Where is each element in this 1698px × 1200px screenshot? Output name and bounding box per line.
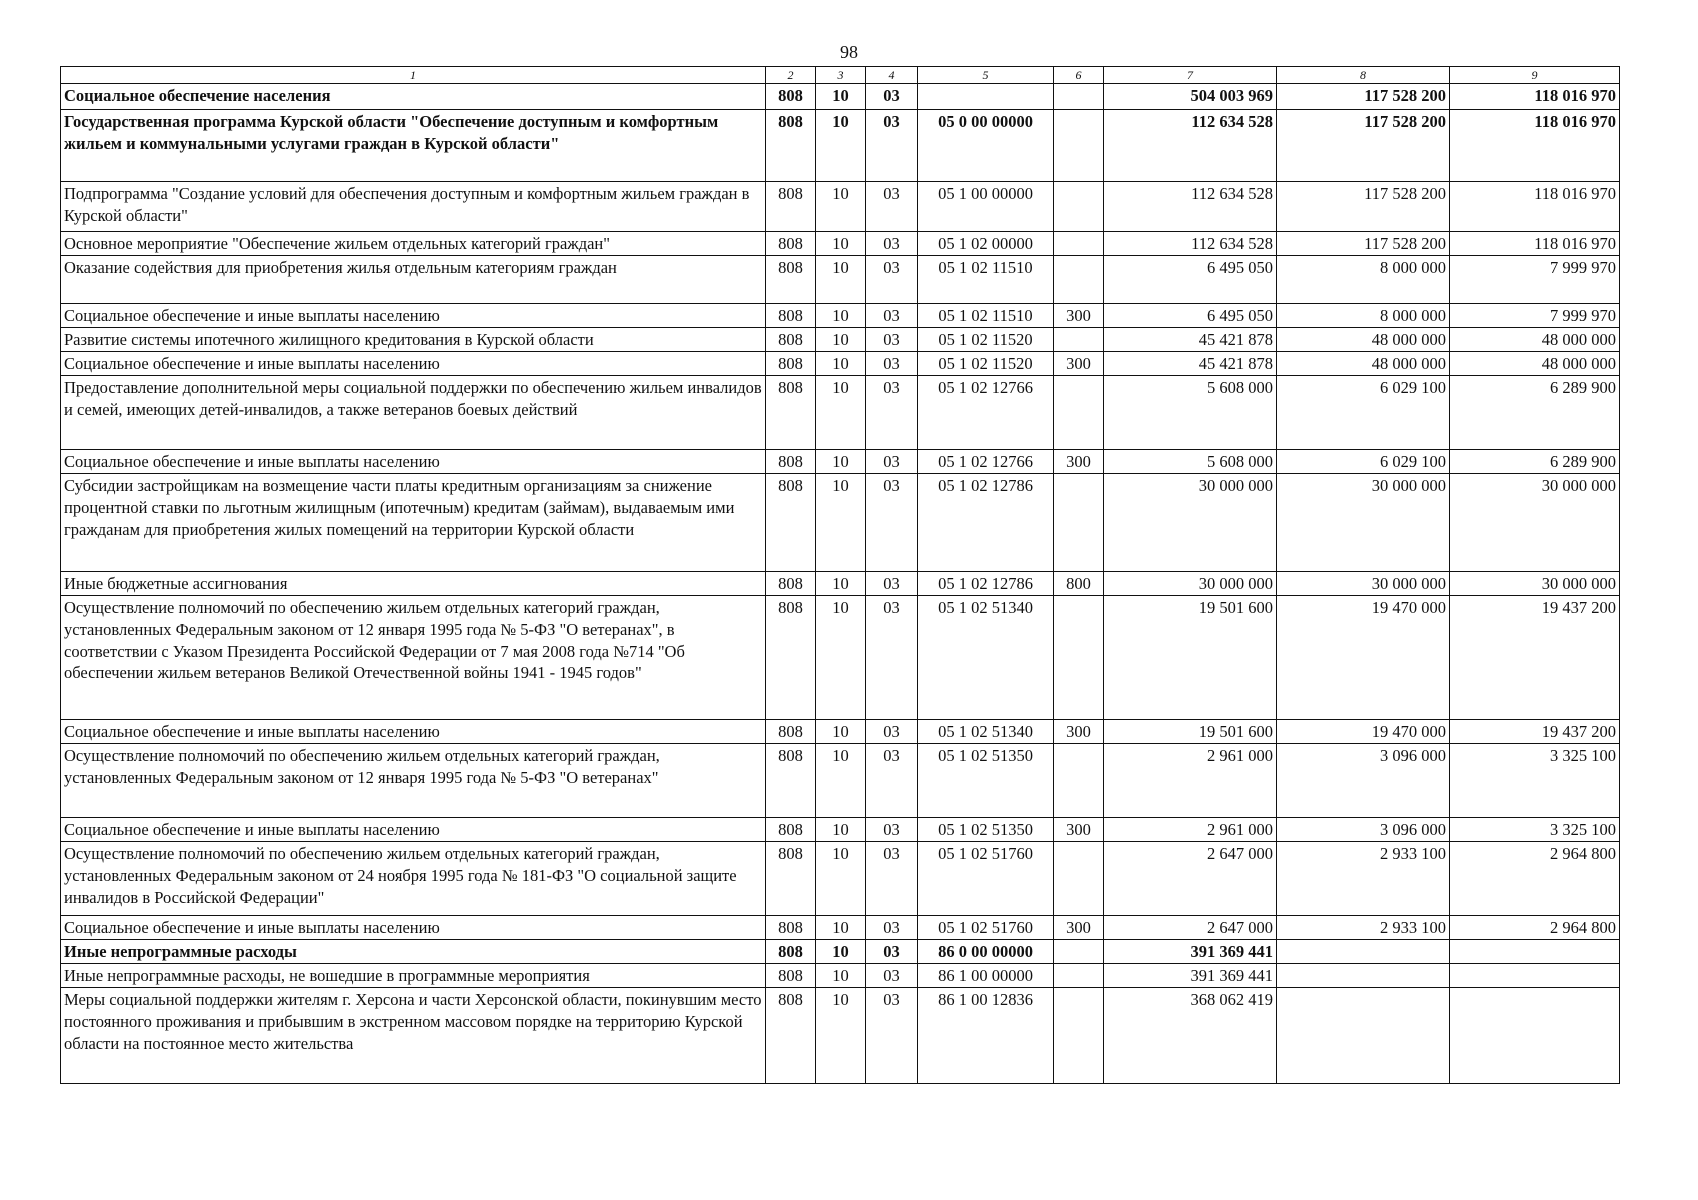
row-name: Социальное обеспечение и иные выплаты населению (61, 818, 766, 842)
cell-amount-col7: 112 634 528 (1104, 182, 1277, 232)
row-name: Социальное обеспечение и иные выплаты населению (61, 450, 766, 474)
table-row (61, 328, 1620, 352)
row-name: Социальное обеспечение и иные выплаты населению (61, 304, 766, 328)
cell-amount-col9: 2 964 800 (1450, 916, 1620, 940)
page-number: 98 (840, 42, 858, 62)
cell-amount-col8 (1277, 988, 1450, 1084)
cell-amount-col9: 19 437 200 (1450, 596, 1620, 720)
cell-subsection: 03 (866, 744, 918, 818)
budget-table (60, 66, 1620, 1084)
cell-amount-col7: 5 608 000 (1104, 376, 1277, 450)
cell-section: 10 (816, 964, 866, 988)
cell-subsection: 03 (866, 818, 918, 842)
cell-amount-col7: 6 495 050 (1104, 256, 1277, 304)
table-row (61, 964, 1620, 988)
cell-section: 10 (816, 110, 866, 182)
cell-target-article: 05 1 02 00000 (918, 232, 1054, 256)
row-name: Развитие системы ипотечного жилищного кредитования в Курской области (61, 328, 766, 352)
cell-expense-type (1054, 596, 1104, 720)
cell-subsection: 03 (866, 256, 918, 304)
cell-amount-col8: 19 470 000 (1277, 720, 1450, 744)
table-row (61, 110, 1620, 182)
table-row (61, 256, 1620, 304)
cell-amount-col7: 5 608 000 (1104, 450, 1277, 474)
table-row (61, 84, 1620, 110)
cell-amount-col7: 6 495 050 (1104, 304, 1277, 328)
cell-amount-col8: 8 000 000 (1277, 256, 1450, 304)
cell-subsection: 03 (866, 964, 918, 988)
column-number: 8 (1277, 67, 1450, 84)
cell-target-article: 05 1 02 51760 (918, 842, 1054, 916)
cell-expense-type (1054, 328, 1104, 352)
cell-amount-col8 (1277, 940, 1450, 964)
row-name: Социальное обеспечение и иные выплаты населению (61, 352, 766, 376)
column-number: 1 (61, 67, 766, 84)
row-name: Меры социальной поддержки жителям г. Херсона и части Херсонской области, покинувшим место постоянного проживания и прибывшим в экстренном массовом порядке на территорию Курской области на постоянное место жительства (61, 988, 766, 1084)
row-name: Государственная программа Курской области "Обеспечение доступным и комфортным жильем и коммунальными услугами граждан в Курской области" (61, 110, 766, 182)
cell-section: 10 (816, 304, 866, 328)
cell-section: 10 (816, 376, 866, 450)
cell-subsection: 03 (866, 352, 918, 376)
cell-amount-col7: 2 961 000 (1104, 818, 1277, 842)
cell-amount-col8: 30 000 000 (1277, 572, 1450, 596)
cell-admin-code: 808 (766, 596, 816, 720)
table-row (61, 450, 1620, 474)
cell-amount-col8 (1277, 964, 1450, 988)
cell-amount-col8: 2 933 100 (1277, 842, 1450, 916)
row-name: Социальное обеспечение населения (61, 84, 766, 110)
cell-target-article: 05 0 00 00000 (918, 110, 1054, 182)
table-row (61, 474, 1620, 572)
cell-amount-col8: 48 000 000 (1277, 328, 1450, 352)
cell-admin-code: 808 (766, 474, 816, 572)
cell-amount-col9: 3 325 100 (1450, 744, 1620, 818)
cell-amount-col8: 6 029 100 (1277, 450, 1450, 474)
cell-section: 10 (816, 818, 866, 842)
row-name: Оказание содействия для приобретения жилья отдельным категориям граждан (61, 256, 766, 304)
cell-section: 10 (816, 596, 866, 720)
table-row (61, 304, 1620, 328)
cell-target-article: 86 0 00 00000 (918, 940, 1054, 964)
cell-amount-col7: 2 647 000 (1104, 916, 1277, 940)
cell-section: 10 (816, 720, 866, 744)
table-row (61, 376, 1620, 450)
cell-target-article: 86 1 00 12836 (918, 988, 1054, 1084)
cell-amount-col9: 6 289 900 (1450, 376, 1620, 450)
table-row (61, 818, 1620, 842)
cell-subsection: 03 (866, 232, 918, 256)
cell-amount-col9: 118 016 970 (1450, 110, 1620, 182)
cell-section: 10 (816, 328, 866, 352)
cell-amount-col8: 19 470 000 (1277, 596, 1450, 720)
cell-admin-code: 808 (766, 572, 816, 596)
cell-admin-code: 808 (766, 744, 816, 818)
cell-amount-col8: 117 528 200 (1277, 182, 1450, 232)
cell-amount-col7: 112 634 528 (1104, 232, 1277, 256)
table-row (61, 842, 1620, 916)
column-numbers-row (61, 67, 1620, 84)
cell-amount-col9 (1450, 988, 1620, 1084)
cell-amount-col7: 2 647 000 (1104, 842, 1277, 916)
cell-admin-code: 808 (766, 964, 816, 988)
cell-amount-col7: 30 000 000 (1104, 572, 1277, 596)
cell-section: 10 (816, 232, 866, 256)
cell-section: 10 (816, 988, 866, 1084)
cell-admin-code: 808 (766, 842, 816, 916)
cell-target-article: 05 1 02 12786 (918, 572, 1054, 596)
cell-expense-type (1054, 110, 1104, 182)
cell-target-article: 86 1 00 00000 (918, 964, 1054, 988)
table-row (61, 916, 1620, 940)
cell-admin-code: 808 (766, 352, 816, 376)
row-name: Предоставление дополнительной меры социальной поддержки по обеспечению жильем инвалидов и семей, имеющих детей-инвалидов, а также ветеранов боевых действий (61, 376, 766, 450)
cell-subsection: 03 (866, 988, 918, 1084)
cell-section: 10 (816, 84, 866, 110)
cell-expense-type (1054, 988, 1104, 1084)
cell-subsection: 03 (866, 328, 918, 352)
column-number: 6 (1054, 67, 1104, 84)
column-number: 9 (1450, 67, 1620, 84)
cell-amount-col7: 391 369 441 (1104, 964, 1277, 988)
cell-expense-type (1054, 376, 1104, 450)
cell-section: 10 (816, 940, 866, 964)
cell-target-article: 05 1 02 12786 (918, 474, 1054, 572)
cell-section: 10 (816, 842, 866, 916)
cell-subsection: 03 (866, 596, 918, 720)
cell-section: 10 (816, 182, 866, 232)
cell-expense-type: 800 (1054, 572, 1104, 596)
cell-target-article: 05 1 02 51760 (918, 916, 1054, 940)
cell-expense-type (1054, 744, 1104, 818)
cell-amount-col9 (1450, 964, 1620, 988)
cell-amount-col9: 118 016 970 (1450, 232, 1620, 256)
cell-amount-col9: 118 016 970 (1450, 84, 1620, 110)
table-row (61, 596, 1620, 720)
cell-target-article: 05 1 02 12766 (918, 450, 1054, 474)
row-name: Осуществление полномочий по обеспечению жильем отдельных категорий граждан, установленных Федеральным законом от 12 января 1995 года № 5-ФЗ "О ветеранах", в соответствии с Указом Президента Российской Федерации от 7 мая 2008 года №714 "Об обеспечении жильем ветеранов Великой Отечественной войны 1941 - 1945 годов" (61, 596, 766, 720)
cell-amount-col7: 19 501 600 (1104, 720, 1277, 744)
cell-expense-type: 300 (1054, 450, 1104, 474)
cell-expense-type (1054, 940, 1104, 964)
row-name: Иные бюджетные ассигнования (61, 572, 766, 596)
cell-amount-col8: 117 528 200 (1277, 232, 1450, 256)
row-name: Осуществление полномочий по обеспечению жильем отдельных категорий граждан, установленных Федеральным законом от 12 января 1995 года № 5-ФЗ "О ветеранах" (61, 744, 766, 818)
cell-amount-col8: 117 528 200 (1277, 110, 1450, 182)
cell-amount-col9: 2 964 800 (1450, 842, 1620, 916)
cell-section: 10 (816, 450, 866, 474)
table-row (61, 232, 1620, 256)
cell-target-article: 05 1 02 12766 (918, 376, 1054, 450)
cell-amount-col9: 6 289 900 (1450, 450, 1620, 474)
cell-subsection: 03 (866, 182, 918, 232)
cell-subsection: 03 (866, 842, 918, 916)
cell-expense-type: 300 (1054, 720, 1104, 744)
cell-amount-col9: 30 000 000 (1450, 474, 1620, 572)
cell-section: 10 (816, 256, 866, 304)
cell-subsection: 03 (866, 110, 918, 182)
row-name: Социальное обеспечение и иные выплаты населению (61, 916, 766, 940)
cell-admin-code: 808 (766, 720, 816, 744)
cell-admin-code: 808 (766, 988, 816, 1084)
cell-amount-col9: 7 999 970 (1450, 304, 1620, 328)
table-row (61, 988, 1620, 1084)
cell-section: 10 (816, 352, 866, 376)
cell-target-article: 05 1 02 11510 (918, 304, 1054, 328)
cell-admin-code: 808 (766, 916, 816, 940)
cell-amount-col9: 118 016 970 (1450, 182, 1620, 232)
cell-amount-col7: 2 961 000 (1104, 744, 1277, 818)
cell-target-article: 05 1 02 11520 (918, 352, 1054, 376)
row-name: Иные непрограммные расходы (61, 940, 766, 964)
table-row (61, 182, 1620, 232)
cell-amount-col7: 30 000 000 (1104, 474, 1277, 572)
cell-expense-type: 300 (1054, 818, 1104, 842)
cell-target-article: 05 1 02 51350 (918, 818, 1054, 842)
column-number: 2 (766, 67, 816, 84)
table-row (61, 744, 1620, 818)
cell-amount-col7: 45 421 878 (1104, 352, 1277, 376)
cell-section: 10 (816, 916, 866, 940)
row-name: Субсидии застройщикам на возмещение части платы кредитным организациям за снижение процентной ставки по льготным жилищным (ипотечным) кредитам (займам), выдаваемым ими гражданам для приобретения жилых помещений на территории Курской области (61, 474, 766, 572)
table-row (61, 720, 1620, 744)
cell-expense-type: 300 (1054, 304, 1104, 328)
cell-amount-col8: 3 096 000 (1277, 818, 1450, 842)
cell-admin-code: 808 (766, 232, 816, 256)
cell-amount-col8: 117 528 200 (1277, 84, 1450, 110)
cell-admin-code: 808 (766, 182, 816, 232)
cell-expense-type (1054, 84, 1104, 110)
cell-admin-code: 808 (766, 940, 816, 964)
cell-target-article: 05 1 00 00000 (918, 182, 1054, 232)
cell-target-article: 05 1 02 51340 (918, 596, 1054, 720)
cell-amount-col8: 30 000 000 (1277, 474, 1450, 572)
cell-target-article (918, 84, 1054, 110)
table-row (61, 572, 1620, 596)
cell-expense-type (1054, 232, 1104, 256)
cell-expense-type: 300 (1054, 352, 1104, 376)
row-name: Подпрограмма "Создание условий для обеспечения доступным и комфортным жильем граждан в Курской области" (61, 182, 766, 232)
cell-target-article: 05 1 02 51350 (918, 744, 1054, 818)
cell-subsection: 03 (866, 450, 918, 474)
cell-section: 10 (816, 572, 866, 596)
cell-section: 10 (816, 474, 866, 572)
cell-amount-col7: 391 369 441 (1104, 940, 1277, 964)
cell-amount-col8: 3 096 000 (1277, 744, 1450, 818)
cell-subsection: 03 (866, 84, 918, 110)
column-number: 5 (918, 67, 1054, 84)
cell-admin-code: 808 (766, 818, 816, 842)
cell-expense-type (1054, 474, 1104, 572)
cell-expense-type: 300 (1054, 916, 1104, 940)
cell-expense-type (1054, 964, 1104, 988)
column-number: 3 (816, 67, 866, 84)
cell-target-article: 05 1 02 11510 (918, 256, 1054, 304)
cell-admin-code: 808 (766, 450, 816, 474)
cell-amount-col7: 19 501 600 (1104, 596, 1277, 720)
cell-amount-col8: 48 000 000 (1277, 352, 1450, 376)
cell-amount-col9: 48 000 000 (1450, 352, 1620, 376)
cell-admin-code: 808 (766, 110, 816, 182)
cell-subsection: 03 (866, 474, 918, 572)
cell-amount-col9: 48 000 000 (1450, 328, 1620, 352)
cell-subsection: 03 (866, 916, 918, 940)
cell-admin-code: 808 (766, 376, 816, 450)
cell-subsection: 03 (866, 720, 918, 744)
column-number: 7 (1104, 67, 1277, 84)
cell-admin-code: 808 (766, 304, 816, 328)
cell-admin-code: 808 (766, 256, 816, 304)
cell-admin-code: 808 (766, 84, 816, 110)
cell-amount-col9: 7 999 970 (1450, 256, 1620, 304)
cell-amount-col8: 6 029 100 (1277, 376, 1450, 450)
column-number: 4 (866, 67, 918, 84)
cell-amount-col8: 8 000 000 (1277, 304, 1450, 328)
row-name: Основное мероприятие "Обеспечение жильем отдельных категорий граждан" (61, 232, 766, 256)
cell-subsection: 03 (866, 376, 918, 450)
cell-subsection: 03 (866, 940, 918, 964)
cell-subsection: 03 (866, 304, 918, 328)
cell-amount-col7: 45 421 878 (1104, 328, 1277, 352)
cell-amount-col9 (1450, 940, 1620, 964)
cell-amount-col9: 3 325 100 (1450, 818, 1620, 842)
cell-amount-col7: 504 003 969 (1104, 84, 1277, 110)
cell-admin-code: 808 (766, 328, 816, 352)
row-name: Социальное обеспечение и иные выплаты населению (61, 720, 766, 744)
cell-amount-col9: 19 437 200 (1450, 720, 1620, 744)
cell-expense-type (1054, 256, 1104, 304)
cell-target-article: 05 1 02 51340 (918, 720, 1054, 744)
cell-amount-col7: 368 062 419 (1104, 988, 1277, 1084)
cell-subsection: 03 (866, 572, 918, 596)
row-name: Иные непрограммные расходы, не вошедшие в программные мероприятия (61, 964, 766, 988)
table-row (61, 940, 1620, 964)
row-name: Осуществление полномочий по обеспечению жильем отдельных категорий граждан, установленных Федеральным законом от 24 ноября 1995 года № 181-ФЗ "О социальной защите инвалидов в Российской Федерации" (61, 842, 766, 916)
cell-amount-col9: 30 000 000 (1450, 572, 1620, 596)
cell-section: 10 (816, 744, 866, 818)
cell-expense-type (1054, 842, 1104, 916)
cell-amount-col8: 2 933 100 (1277, 916, 1450, 940)
table-row (61, 352, 1620, 376)
cell-target-article: 05 1 02 11520 (918, 328, 1054, 352)
cell-amount-col7: 112 634 528 (1104, 110, 1277, 182)
cell-expense-type (1054, 182, 1104, 232)
